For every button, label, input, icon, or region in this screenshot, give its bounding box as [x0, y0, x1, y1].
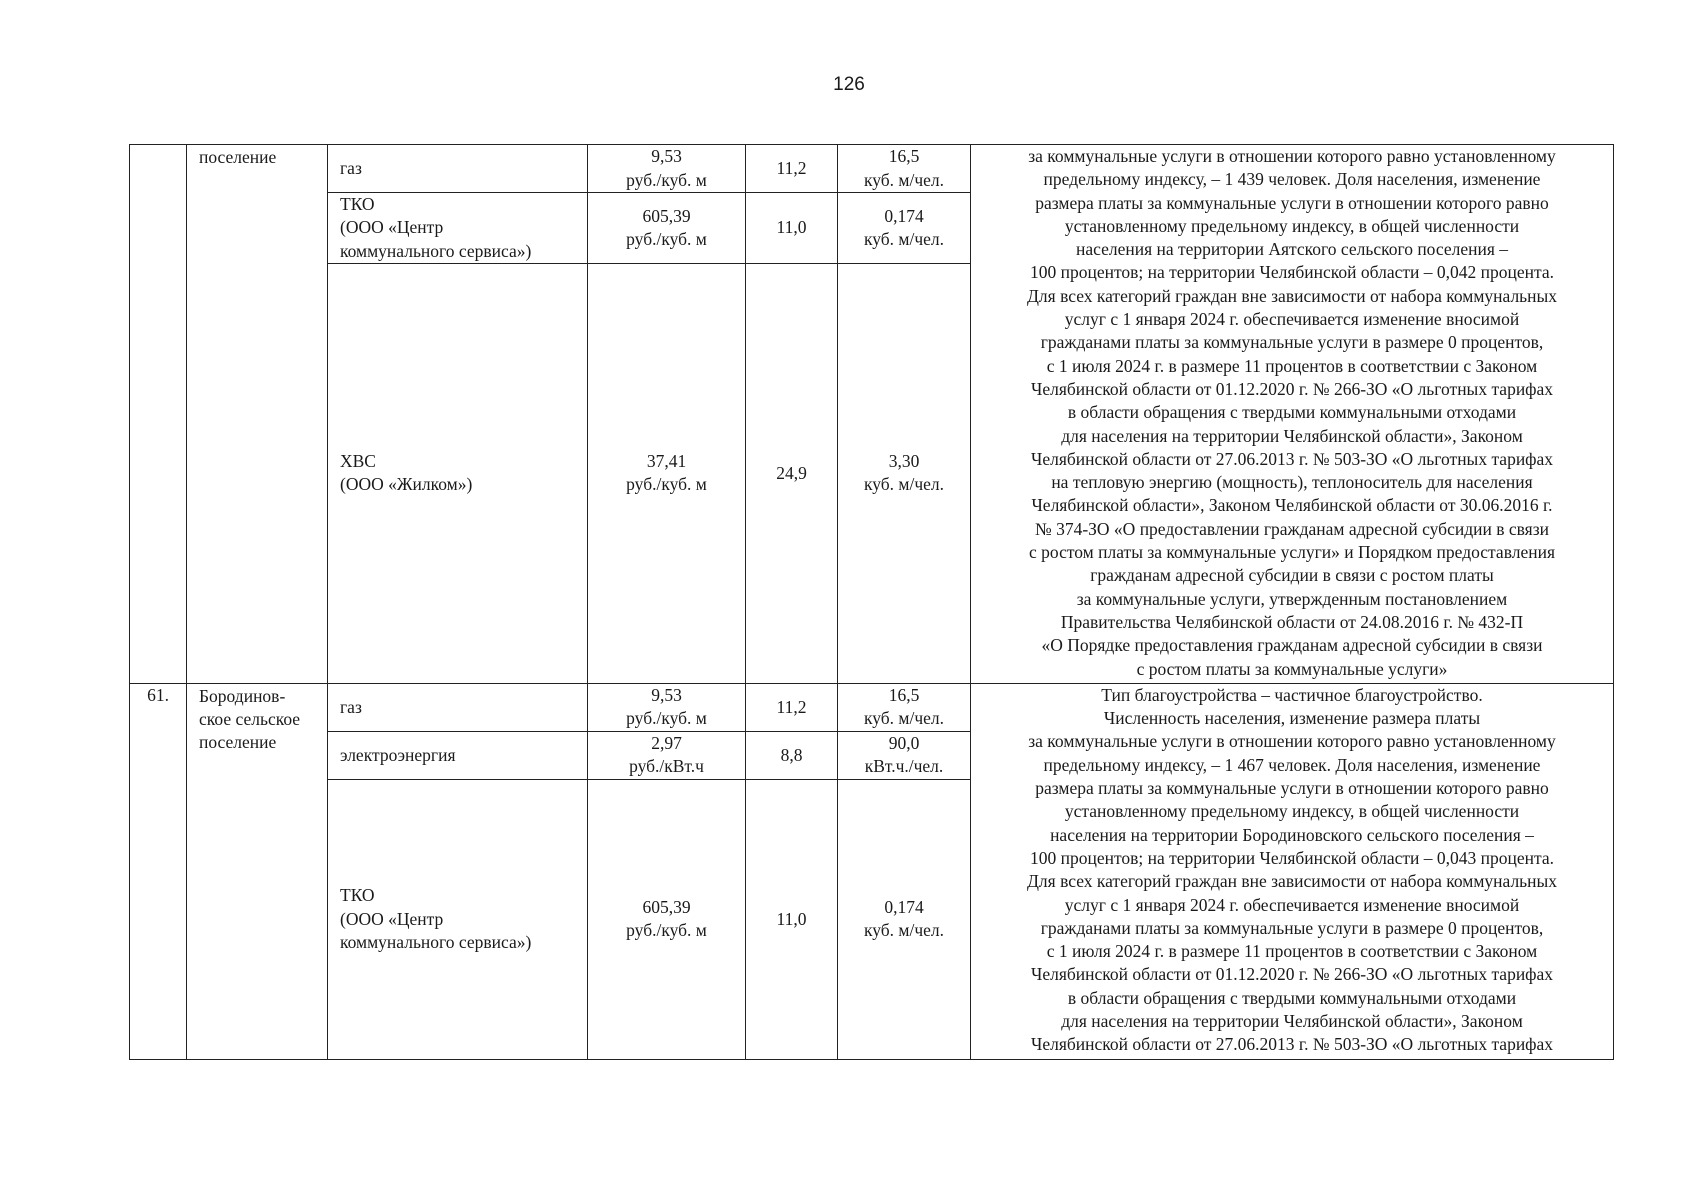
- tariff-cell: 2,97 руб./кВт.ч: [588, 731, 746, 779]
- tariff-cell: 605,39 руб./куб. м: [588, 193, 746, 264]
- service-name-cell: ХВС (ООО «Жилком»): [328, 263, 588, 683]
- growth-cell: 11,0: [746, 779, 838, 1059]
- norm-cell: 0,174 куб. м/чел.: [838, 779, 971, 1059]
- norm-cell: 0,174 куб. м/чел.: [838, 193, 971, 264]
- tariff-cell: 9,53 руб./куб. м: [588, 683, 746, 731]
- growth-cell: 8,8: [746, 731, 838, 779]
- norm-cell: 90,0 кВт.ч./чел.: [838, 731, 971, 779]
- growth-cell: 11,2: [746, 145, 838, 193]
- description-cell: за коммунальные услуги в отношении которого равно установленному предельному индексу, – 1 439 человек. Доля населения, изменение размера платы за коммунальные услуги в отношении которого равно установленному предельному индексу, в общей численности населения на территории Аятского сельского поселения – 100 процентов; на территории Челябинской области – 0,042 процента. Для всех категорий граждан вне зависимости от набора коммунальных услуг с 1 января 2024 г. обеспечивается изменение вносимой гражданами платы за коммунальные услуги в размере 0 процентов, с 1 июля 2024 г. в размере 11 процентов в соответствии с Законом Челябинской области от 01.12.2020 г. № 266-ЗО «О льготных тарифах в области обращения с твердыми коммунальными отходами для населения на территории Челябинской области», Законом Челябинской области от 27.06.2013 г. № 503-ЗО «О льготных тарифах на тепловую энергию (мощность), теплоноситель для населения Челябинской области», Законом Челябинской области от 30.06.2016 г. № 374-ЗО «О предоставлении гражданам адресной субсидии в связи с ростом платы за коммунальные услуги» и Порядком предоставления гражданам адресной субсидии в связи с ростом платы за коммунальные услуги, утвержденным постановлением Правительства Челябинской области от 24.08.2016 г. № 432-П «О Порядке предоставления гражданам адресной субсидии в связи с ростом платы за коммунальные услуги»: [971, 145, 1614, 684]
- service-name-cell: электроэнергия: [328, 731, 588, 779]
- norm-cell: 16,5 куб. м/чел.: [838, 683, 971, 731]
- settlement-cell: поселение: [187, 145, 328, 684]
- service-name-cell: газ: [328, 145, 588, 193]
- row-number-cell: 61.: [130, 683, 187, 1059]
- service-name-cell: ТКО (ООО «Центр коммунального сервиса»): [328, 779, 588, 1059]
- description-cell: Тип благоустройства – частичное благоустройство. Численность населения, изменение размера платы за коммунальные услуги в отношении которого равно установленному предельному индексу, – 1 467 человек. Доля населения, изменение размера платы за коммунальные услуги в отношении которого равно установленному предельному индексу, в общей численности населения на территории Бородиновского сельского поселения – 100 процентов; на территории Челябинской области – 0,043 процента. Для всех категорий граждан вне зависимости от набора коммунальных услуг с 1 января 2024 г. обеспечивается изменение вносимой гражданами платы за коммунальные услуги в размере 0 процентов, с 1 июля 2024 г. в размере 11 процентов в соответствии с Законом Челябинской области от 01.12.2020 г. № 266-ЗО «О льготных тарифах в области обращения с твердыми коммунальными отходами для населения на территории Челябинской области», Законом Челябинской области от 27.06.2013 г. № 503-ЗО «О льготных тарифах: [971, 683, 1614, 1059]
- page-number: 126: [833, 74, 865, 95]
- growth-cell: 11,2: [746, 683, 838, 731]
- service-name-cell: газ: [328, 683, 588, 731]
- settlement-cell: Бородинов- ское сельское поселение: [187, 683, 328, 1059]
- row-number-cell: [130, 145, 187, 684]
- norm-cell: 16,5 куб. м/чел.: [838, 145, 971, 193]
- table-row: [130, 683, 1614, 731]
- tariff-cell: 605,39 руб./куб. м: [588, 779, 746, 1059]
- tariff-table: [129, 144, 1614, 1060]
- table-row: [130, 145, 1614, 193]
- service-name-cell: ТКО (ООО «Центр коммунального сервиса»): [328, 193, 588, 264]
- growth-cell: 24,9: [746, 263, 838, 683]
- norm-cell: 3,30 куб. м/чел.: [838, 263, 971, 683]
- tariff-cell: 9,53 руб./куб. м: [588, 145, 746, 193]
- tariff-cell: 37,41 руб./куб. м: [588, 263, 746, 683]
- growth-cell: 11,0: [746, 193, 838, 264]
